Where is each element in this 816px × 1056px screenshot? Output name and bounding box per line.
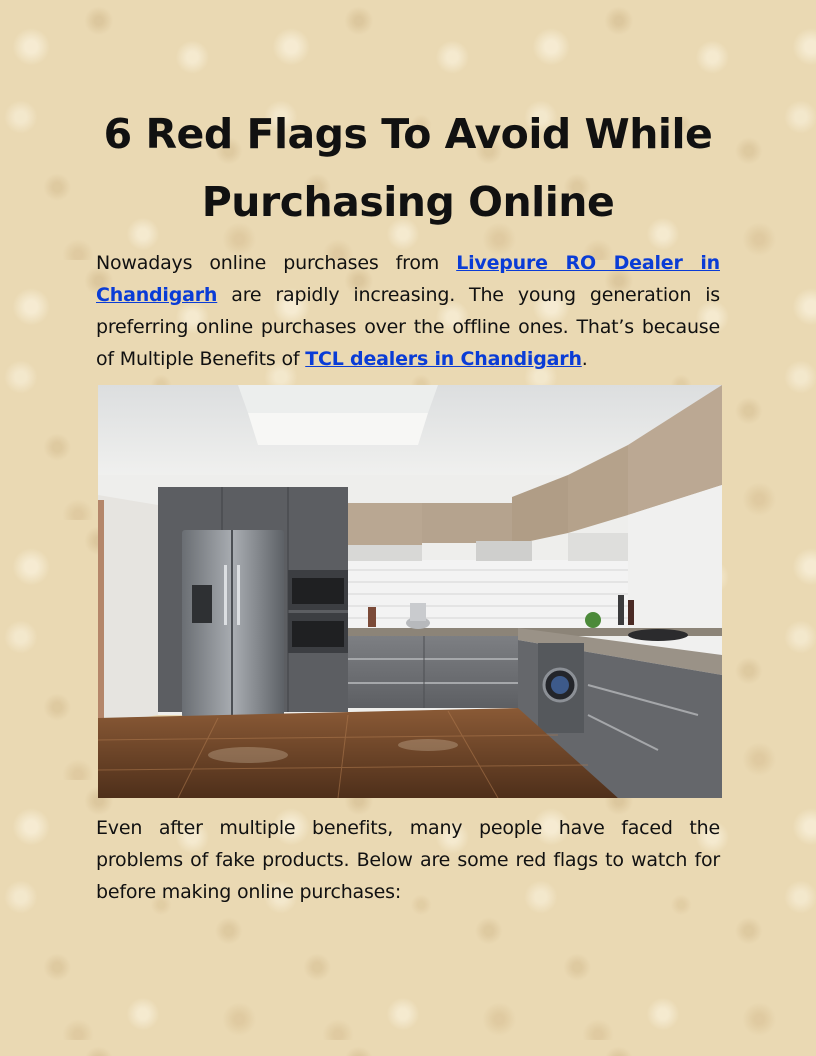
body-paragraph: Even after multiple benefits, many people have faced the problems of fake products. Below are some red flags to watch for before making online purchases: [96, 817, 720, 903]
intro-text-1: Nowadays online purchases from [96, 252, 457, 274]
intro-paragraph [96, 247, 720, 375]
intro-text-3: . [581, 348, 588, 370]
livepure-dealer-link[interactable]: Livepure RO Dealer in Chandigarh [96, 252, 720, 306]
kitchen-photo [98, 385, 722, 798]
page-title: 6 Red Flags To Avoid While Purchasing Online [103, 110, 713, 226]
tcl-dealers-link[interactable]: TCL dealers in Chandigarh [305, 348, 582, 370]
intro-text-2: are rapidly increasing. The young generation is preferring online purchases over the offline ones. That’s because of Multiple Benefits of [96, 284, 720, 370]
